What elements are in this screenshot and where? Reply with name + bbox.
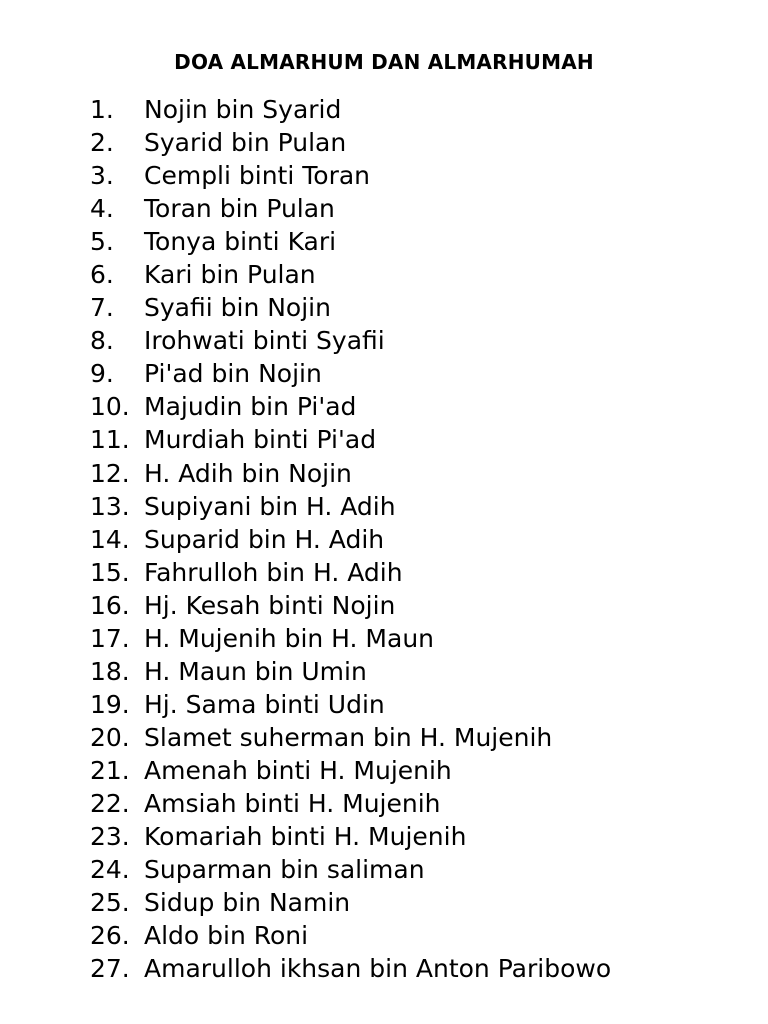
- list-item-number: 20.: [90, 722, 130, 752]
- list-item: [90, 390, 611, 423]
- list-item: [90, 754, 611, 787]
- list-item-number: 24.: [90, 855, 130, 885]
- list-item: [90, 787, 611, 820]
- list-item-number: 8.: [90, 326, 114, 356]
- list-item-name: H. Mujenih bin H. Maun: [144, 623, 435, 653]
- list-item-name: Murdiah binti Pi'ad: [144, 425, 377, 455]
- list-item-name: H. Maun bin Umin: [144, 656, 367, 686]
- list-item-number: 18.: [90, 656, 130, 686]
- list-item-name: Tonya binti Kari: [144, 227, 337, 257]
- list-item-number: 13.: [90, 491, 130, 521]
- list-item-name: Amenah binti H. Mujenih: [144, 755, 452, 785]
- list-item-number: 7.: [90, 293, 114, 323]
- list-item-name: Suparman bin saliman: [144, 855, 425, 885]
- list-item-number: 5.: [90, 227, 114, 257]
- list-item-number: 27.: [90, 954, 130, 984]
- list-item-name: Nojin bin Syarid: [144, 95, 342, 124]
- list-item: [90, 93, 611, 126]
- list-item-number: 9.: [90, 359, 114, 389]
- list-item-number: 10.: [90, 392, 130, 422]
- list-item-name: H. Adih bin Nojin: [144, 458, 352, 488]
- list-item-name: Syarid bin Pulan: [144, 128, 347, 158]
- list-item: [90, 886, 611, 919]
- list-item-name: Majudin bin Pi'ad: [144, 392, 357, 422]
- list-item-name: Kari bin Pulan: [144, 260, 316, 290]
- list-item: [90, 952, 611, 985]
- list-item-name: Syafii bin Nojin: [144, 293, 331, 323]
- document-title: DOA ALMARHUM DAN ALMARHUMAH: [174, 50, 594, 74]
- list-item: [90, 523, 611, 556]
- list-item: [90, 919, 611, 952]
- list-item: [90, 126, 611, 159]
- list-item-number: 23.: [90, 822, 130, 852]
- list-item-number: 4.: [90, 194, 114, 224]
- list-item: [90, 589, 611, 622]
- list-item-number: 25.: [90, 888, 130, 918]
- list-item: [90, 225, 611, 258]
- list-item-name: Hj. Kesah binti Nojin: [144, 590, 396, 620]
- list-item: [90, 820, 611, 853]
- list-item-name: Sidup bin Namin: [144, 888, 351, 918]
- list-item-number: 17.: [90, 623, 130, 653]
- list-item-number: 6.: [90, 260, 114, 290]
- list-item: [90, 357, 611, 390]
- list-item-number: 22.: [90, 788, 130, 818]
- list-item-number: 3.: [90, 161, 114, 191]
- list-item: [90, 721, 611, 754]
- list-item-name: Toran bin Pulan: [144, 194, 335, 224]
- list-item: [90, 324, 611, 357]
- list-item: [90, 457, 611, 490]
- list-item-name: Amsiah binti H. Mujenih: [144, 788, 441, 818]
- list-item-number: 21.: [90, 755, 130, 785]
- list-item-name: Cempli binti Toran: [144, 161, 371, 191]
- list-item-name: Suparid bin H. Adih: [144, 524, 385, 554]
- list-item-name: Irohwati binti Syafii: [144, 326, 385, 356]
- list-item-name: Fahrulloh bin H. Adih: [144, 557, 403, 587]
- list-item: [90, 655, 611, 688]
- list-item-number: 15.: [90, 557, 130, 587]
- list-item-number: 14.: [90, 524, 130, 554]
- list-item-number: 12.: [90, 458, 130, 488]
- list-item-number: 16.: [90, 590, 130, 620]
- list-item-name: Pi'ad bin Nojin: [144, 359, 322, 389]
- list-item: [90, 490, 611, 523]
- list-item: [90, 853, 611, 886]
- list-item-name: Aldo bin Roni: [144, 921, 309, 951]
- list-item-number: 19.: [90, 689, 130, 719]
- name-list: [90, 93, 611, 985]
- list-item-number: 1.: [90, 95, 114, 124]
- list-item: [90, 258, 611, 291]
- list-item: [90, 159, 611, 192]
- list-item-name: Slamet suherman bin H. Mujenih: [144, 722, 553, 752]
- list-item-name: Hj. Sama binti Udin: [144, 689, 385, 719]
- list-item: [90, 556, 611, 589]
- list-item-number: 2.: [90, 128, 114, 158]
- list-item: [90, 688, 611, 721]
- list-item: [90, 423, 611, 456]
- list-item: [90, 622, 611, 655]
- list-item-number: 11.: [90, 425, 130, 455]
- list-item-name: Supiyani bin H. Adih: [144, 491, 396, 521]
- list-item-number: 26.: [90, 921, 130, 951]
- list-item: [90, 192, 611, 225]
- list-item: [90, 291, 611, 324]
- list-item-name: Amarulloh ikhsan bin Anton Paribowo: [144, 954, 612, 984]
- list-item-name: Komariah binti H. Mujenih: [144, 822, 467, 852]
